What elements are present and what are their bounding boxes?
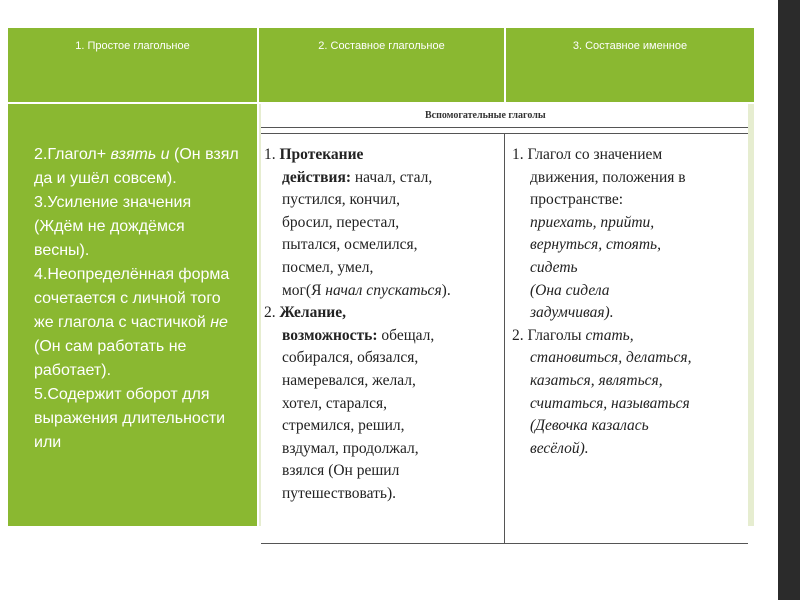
scan-line: возможность: обещал, xyxy=(282,326,435,344)
header-label-3: 3. Составное именное xyxy=(572,40,688,52)
col1-item: 4.Неопределённая форма сочетается с личной того же глагола с частичкой не (Он сам работать не работает). xyxy=(34,266,230,379)
header-cell-2 xyxy=(259,28,504,102)
scan-line: пространстве: xyxy=(530,191,624,209)
header-label-1: 1. Простое глагольное xyxy=(75,40,190,52)
scan-line: 1. Протекание xyxy=(264,146,364,163)
scan-line: посмел, умел, xyxy=(282,258,374,276)
right-edge-stripe xyxy=(778,0,800,600)
scan-right-column xyxy=(512,144,746,460)
row-divider xyxy=(8,102,754,104)
scan-line: 1. Глагол со значением xyxy=(512,146,663,163)
header-label-2: 2. Составное глагольное xyxy=(318,40,445,52)
scan-line: путешествовать). xyxy=(282,484,396,502)
scan-rule xyxy=(261,127,748,128)
scan-title: Вспомогательные глаголы xyxy=(425,110,546,121)
scan-line: сидеть xyxy=(530,258,578,276)
scan-line: приехать, прийти, xyxy=(530,213,655,231)
scan-line: считаться, называться xyxy=(530,394,690,412)
scan-line: весёлой). xyxy=(530,439,589,457)
scan-line: 2. Желание, xyxy=(264,304,346,322)
scan-line: (Она сидела xyxy=(530,281,610,299)
col1-item: 5.Содержит оборот для выражения длительности или xyxy=(34,386,226,451)
scan-left-column xyxy=(264,144,502,506)
scan-line: вернуться, стоять, xyxy=(530,236,661,254)
scan-line: собирался, обязался, xyxy=(282,349,419,367)
scan-line: намеревался, желал, xyxy=(282,371,416,389)
scan-line: становиться, делаться, xyxy=(530,349,692,367)
scan-line: взялся (Он решил xyxy=(282,462,400,480)
scan-rule xyxy=(261,543,748,544)
header-divider xyxy=(504,28,506,102)
header-cell-1 xyxy=(8,28,257,102)
header-divider xyxy=(257,28,259,102)
scan-line: вздумал, продолжал, xyxy=(282,439,419,457)
scanned-table-image xyxy=(261,103,748,543)
scan-line: стремился, решил, xyxy=(282,417,405,435)
scan-line: хотел, старался, xyxy=(282,394,387,412)
scan-column-divider xyxy=(504,133,505,543)
col1-item: 2.Глагол+ взять и (Он взял да и ушёл совсем). xyxy=(34,146,239,187)
scan-line: бросил, перестал, xyxy=(282,213,400,231)
column-1-text xyxy=(34,143,244,455)
scan-line: 2. Глаголы стать, xyxy=(512,326,634,344)
scan-line: пытался, осмелился, xyxy=(282,236,418,254)
scan-line: казаться, являться, xyxy=(530,371,663,389)
scan-line: мог(Я начал спускаться). xyxy=(282,281,451,299)
col1-item: 3.Усиление значения (Ждём не дождёмся весны). xyxy=(34,194,192,259)
scan-line: движения, положения в xyxy=(530,168,686,186)
scan-line: пустился, кончил, xyxy=(282,191,400,209)
scan-line: задумчивая). xyxy=(530,304,614,322)
header-cell-3 xyxy=(506,28,754,102)
scan-line: действия: начал, стал, xyxy=(282,168,433,186)
scan-line: (Девочка казалась xyxy=(530,417,649,435)
